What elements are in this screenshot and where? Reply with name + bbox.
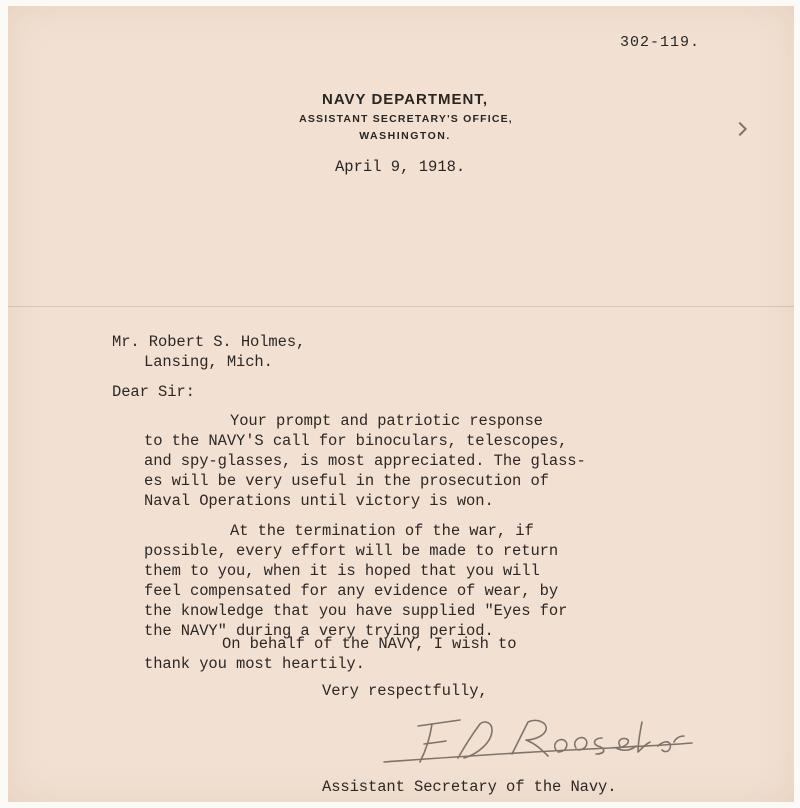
paragraph1-line: to the NAVY'S call for binoculars, telescopes, <box>144 432 568 450</box>
paragraph1-line: es will be very useful in the prosecution of <box>144 472 549 490</box>
paper-fold-line <box>8 306 794 307</box>
signature-icon <box>380 698 700 778</box>
reference-number: 302-119. <box>620 34 701 51</box>
letterhead-office: ASSISTANT SECRETARY'S OFFICE, <box>299 113 513 125</box>
recipient-location: Lansing, Mich. <box>144 353 273 371</box>
paragraph2-line: possible, every effort will be made to return <box>144 542 559 560</box>
recipient-name: Mr. Robert S. Holmes, <box>112 333 306 351</box>
paragraph2-line: the knowledge that you have supplied "Eyes for <box>144 602 568 620</box>
paragraph2-line: feel compensated for any evidence of wear, by <box>144 582 559 600</box>
letterhead-department: NAVY DEPARTMENT, <box>321 91 488 108</box>
closing: Very respectfully, <box>322 682 488 700</box>
paragraph3-line: On behalf of the NAVY, I wish to <box>222 635 517 653</box>
signer-title: Assistant Secretary of the Navy. <box>322 778 617 796</box>
letterhead-city: WASHINGTON. <box>359 130 451 142</box>
salutation: Dear Sir: <box>112 383 195 401</box>
paragraph2-line: them to you, when it is hoped that you will <box>144 562 540 580</box>
paragraph2-line: the NAVY" during a very trying period. <box>144 622 494 640</box>
paragraph1-line: and spy-glasses, is most appreciated. The glass- <box>144 452 586 470</box>
paragraph1-line: Your prompt and patriotic response <box>230 412 543 430</box>
paragraph2-line: At the termination of the war, if <box>230 522 534 540</box>
paragraph1-line: Naval Operations until victory is won. <box>144 492 494 510</box>
paragraph3-line: thank you most heartily. <box>144 655 365 673</box>
letter-date: April 9, 1918. <box>335 158 466 176</box>
